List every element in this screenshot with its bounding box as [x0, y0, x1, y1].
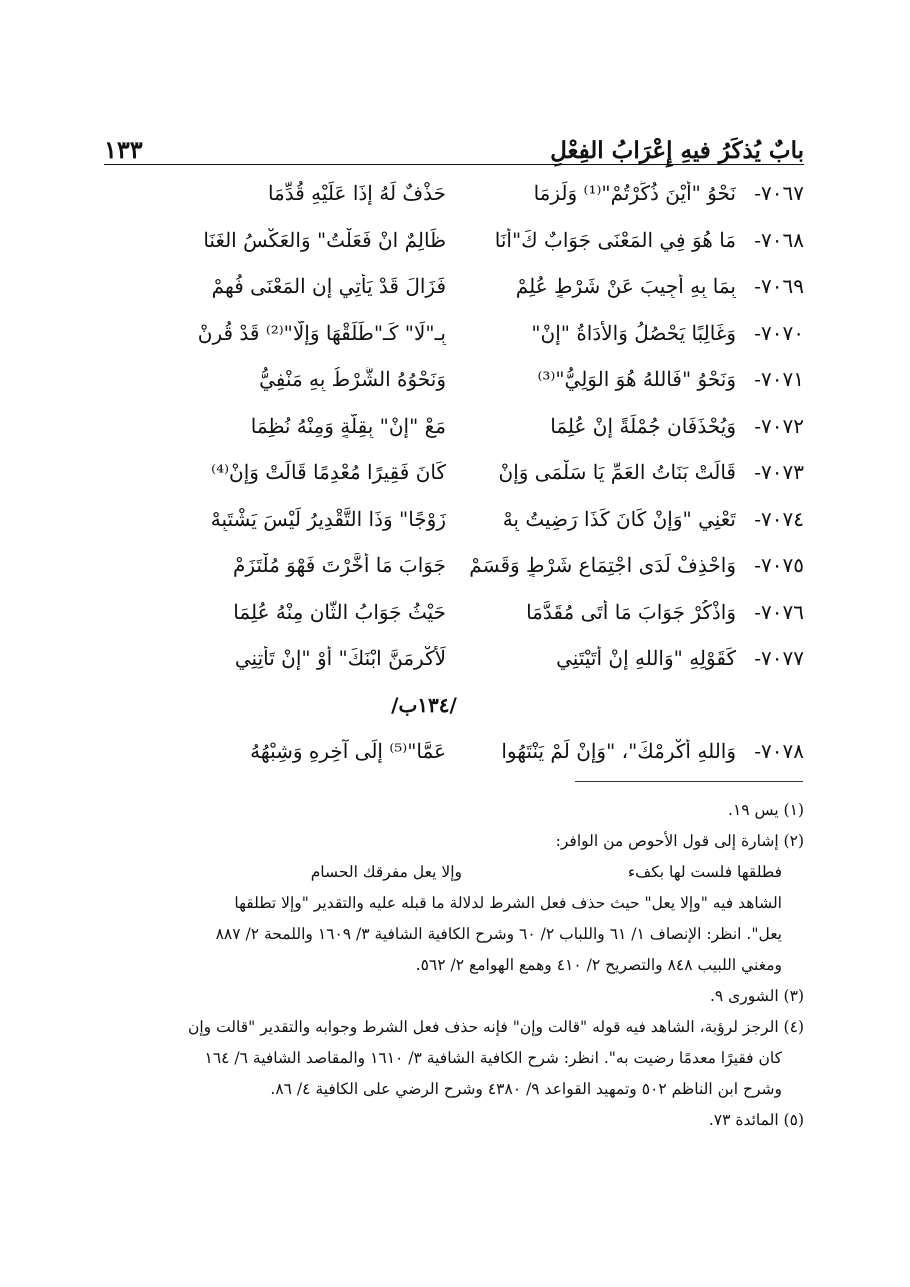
footnote-5: (٥) المائدة ٧٣. — [708, 1111, 804, 1129]
verse-line — [104, 728, 804, 775]
verse-number: ٧٠٧٤- — [754, 506, 804, 531]
verse-line — [104, 263, 804, 310]
verse-line — [104, 635, 804, 682]
footnote-3: (٣) الشورى ٩. — [709, 987, 804, 1005]
verse-second-hemistich: ظَالِمٌ انْ فَعَلْتُ" وَالعَكْسُ الغَنَا — [203, 227, 446, 252]
verse-number: ٧٠٧٧- — [754, 646, 804, 671]
footnote-2-line: يعل". انظر: الإنصاف ١/ ٦١ واللباب ٢/ ٦٠ وشرح الكافية الشافية ٣/ ١٦٠٩ واللمحة ٢/ ٨٨٧ — [215, 925, 782, 943]
verse-first-hemistich: تَعْنِي "وَإِنْ كَانَ كَذَا رَضِيتُ بِهْ — [502, 506, 736, 531]
manuscript-folio-marker: /١٣٤ب/ — [391, 692, 457, 717]
verse-line — [104, 170, 804, 217]
verse-number: ٧٠٧١- — [754, 367, 804, 392]
verse-line — [104, 542, 804, 589]
footnote-2-line: الشاهد فيه "وإلا يعل" حيث حذف فعل الشرط لدلالة ما قبله عليه والتقدير "وإلا تطلقها — [234, 894, 782, 912]
verse-second-hemistich: جَوَابَ مَا أَخَّرْتَ فَهْوَ مُلْتَزَمْ — [233, 553, 446, 578]
footnote-4: (٤) الرجز لرؤبة، الشاهد فيه قوله "قالت وإن" فإنه حذف فعل الشرط وجوابه والتقدير "قالت وإن — [187, 1018, 804, 1036]
verse-line — [104, 310, 804, 357]
verse-number: ٧٠٧٨- — [754, 738, 804, 763]
verse-number: ٧٠٧٦- — [754, 599, 804, 624]
verse-first-hemistich: وَاذْكُرْ جَوَابَ مَا أَتَى مُقَدَّمَا — [526, 599, 736, 624]
verse-line — [104, 403, 804, 450]
footnote-4-line: وشرح ابن الناظم ٥٠٢ وتمهيد القواعد ٩/ ٤٣٨٠ وشرح الرضي على الكافية ٤/ ٨٦. — [270, 1080, 782, 1098]
footnote-2-poem — [104, 857, 804, 888]
page-number: ١٣٣ — [104, 135, 143, 164]
footnotes — [104, 795, 804, 1136]
footnote-divider — [575, 781, 803, 782]
verse-first-hemistich: نَحْوُ "أَيْنَ ذُكِّرْتُمْ"⁽¹⁾ وَلَزِمَا — [533, 181, 736, 206]
verse-first-hemistich: وَاحْذِفْ لَدَى اجْتِمَاعِ شَرْطٍ وَقَسَمْ — [469, 553, 736, 578]
chapter-title: بابٌ يُذكَرُ فيهِ إِعْرَابُ الفِعْلِ — [550, 137, 804, 164]
verse-line — [104, 217, 804, 264]
poem-second-hemistich: وإلا يعل مفرقك الحسام — [310, 863, 462, 881]
verse-first-hemistich: بِمَا بِهِ أُجِيبَ عَنْ شَرْطٍ عُلِمْ — [515, 274, 736, 299]
verse-number: ٧٠٦٨- — [754, 227, 804, 252]
verse-first-hemistich: وَنَحْوُ "فَاللهُ هُوَ الوَلِيُّ"⁽³⁾ — [537, 367, 736, 392]
verse-number: ٧٠٧٢- — [754, 413, 804, 438]
verse-line — [104, 589, 804, 636]
poem-first-hemistich: فطلقها فلست لها بكفء — [627, 863, 782, 881]
verse-line — [104, 356, 804, 403]
verse-second-hemistich: حَيْثُ جَوَابُ الثَّانِ مِنْهُ عُلِمَا — [233, 599, 446, 624]
verse-first-hemistich: قَالَتْ بَنَاتُ العَمِّ يَا سَلْمَى وَإِنْ — [498, 460, 736, 485]
verse-line — [104, 449, 804, 496]
footnote-2: (٢) إشارة إلى قول الأحوص من الوافر: — [555, 832, 804, 850]
verse-first-hemistich: وَاللهِ أُكْرِمْكَ"، "وَإِنْ لَمْ يَنْتَهُوا — [501, 738, 736, 763]
verse-second-hemistich: فَزَالَ قَدْ يَأْتِي إِنِ المَعْنَى فُهِمْ — [211, 274, 446, 299]
verse-first-hemistich: كَقَوْلِهِ "وَاللهِ إِنْ أَتَيْتَنِي — [556, 646, 736, 671]
verse-number: ٧٠٧٥- — [754, 553, 804, 578]
verse-second-hemistich: وَنَحْوُهُ الشَّرْطُ بِهِ مَنْفِيُّ — [259, 367, 446, 392]
verse-first-hemistich: وَغَالِبًا يَحْصُلُ وَالأَدَاةُ "إِنْ" — [531, 320, 736, 345]
verse-second-hemistich: كَانَ فَقِيرًا مُعْدِمًا قَالَتْ وَإِنْ⁽⁴⁾ — [211, 460, 446, 485]
verse-number: ٧٠٦٧- — [754, 181, 804, 206]
verse-list — [104, 170, 804, 774]
page-header — [104, 128, 804, 165]
verse-second-hemistich: لَأُكْرِمَنَّ ابْنَكَ" أَوْ "إِنْ تَأْتِنِي — [234, 646, 446, 671]
verse-second-hemistich: مَعْ "إِنْ" بِقِلَّةٍ وَمِنْهُ نُظِمَا — [250, 413, 446, 438]
verse-second-hemistich: بِـ"لَا" كَـ"طَلِّقْهَا وَإِلَّا"⁽²⁾ قَدْ قُرِنْ — [197, 320, 446, 345]
footnote-4-line: كان فقيرًا معدمًا رضيت به". انظر: شرح الكافية الشافية ٣/ ١٦١٠ والمقاصد الشافية ٦/ ١٦٤ — [204, 1049, 782, 1067]
verse-second-hemistich: زَوْجًا" وَذَا التَّقْدِيرُ لَيْسَ يَشْتَبِهْ — [210, 506, 446, 531]
verse-first-hemistich: مَا هُوَ فِي المَعْنَى جَوَابٌ كَ"أَنَا — [494, 227, 736, 252]
verse-number: ٧٠٧٣- — [754, 460, 804, 485]
verse-second-hemistich: عَمَّا"⁽⁵⁾ إِلَى آخِرِهِ وَشِبْهُهُ — [250, 738, 446, 763]
verse-line — [104, 496, 804, 543]
verse-number: ٧٠٧٠- — [754, 320, 804, 345]
verse-first-hemistich: وَيُحْذَفَانِ جُمْلَةً إِنْ عُلِمَا — [550, 413, 736, 438]
verse-second-hemistich: حَذْفٌ لَهُ إِذَا عَلَيْهِ قُدِّمَا — [267, 181, 446, 206]
footnote-2-line: ومغني اللبيب ٨٤٨ والتصريح ٢/ ٤١٠ وهمع الهوامع ٢/ ٥٦٢. — [415, 956, 782, 974]
footnote-1: (١) يس ١٩. — [728, 801, 804, 819]
verse-number: ٧٠٦٩- — [754, 274, 804, 299]
